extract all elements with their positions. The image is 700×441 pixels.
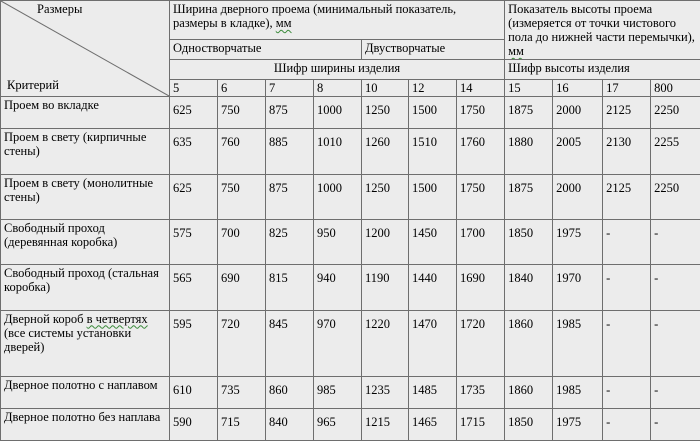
height-code-label: Шифр высоты изделия [508, 61, 630, 75]
value-cell: 625 [170, 97, 218, 129]
value-cell: 735 [218, 376, 266, 408]
value-cell: 575 [170, 219, 218, 264]
value-cell: 1250 [362, 174, 409, 219]
value-cell: 885 [266, 129, 314, 174]
value-cell: 965 [314, 408, 362, 440]
value-cell: 1200 [362, 219, 409, 264]
value-cell: - [603, 376, 651, 408]
code-cell: 17 [603, 80, 651, 97]
value-cell: 1850 [505, 408, 553, 440]
value-cell: 635 [170, 129, 218, 174]
value-cell: 1875 [505, 97, 553, 129]
criterion-text-part: (все системы установки дверей) [4, 325, 132, 354]
value-cell: 595 [170, 310, 218, 376]
value-cell: 750 [218, 97, 266, 129]
header-row-titles [1, 1, 700, 40]
value-cell: 1860 [505, 310, 553, 376]
value-cell: 1750 [457, 174, 505, 219]
value-cell: 1190 [362, 265, 409, 310]
table-row [1, 129, 700, 174]
double-leaf-label: Двустворчатые [365, 41, 446, 55]
single-leaf-cell [170, 40, 362, 60]
value-cell: 845 [266, 310, 314, 376]
code-cell: 6 [218, 80, 266, 97]
value-cell: 875 [266, 97, 314, 129]
value-cell: - [651, 408, 700, 440]
table-row [1, 310, 700, 376]
table-row [1, 97, 700, 129]
table-row [1, 219, 700, 264]
value-cell: 1470 [409, 310, 457, 376]
single-leaf-label: Одностворчатые [173, 41, 262, 55]
value-cell: 2000 [553, 97, 603, 129]
value-cell: 2250 [651, 174, 700, 219]
criterion-label: Критерий [7, 78, 59, 92]
value-cell: 1450 [409, 219, 457, 264]
value-cell: 625 [170, 174, 218, 219]
value-cell: 1760 [457, 129, 505, 174]
value-cell: 840 [266, 408, 314, 440]
value-cell: 565 [170, 265, 218, 310]
value-cell: 1235 [362, 376, 409, 408]
value-cell: 1875 [505, 174, 553, 219]
criterion-cell: Дверное полотно без наплава [1, 408, 170, 440]
width-code-cell [170, 60, 505, 80]
value-cell: 1985 [553, 376, 603, 408]
criterion-text-part: Дверной короб [4, 311, 87, 326]
value-cell: 610 [170, 376, 218, 408]
width-title: Ширина дверного проема (минимальный показатель, размеры в кладке), [173, 2, 457, 30]
value-cell: - [651, 310, 700, 376]
value-cell: - [651, 219, 700, 264]
width-code-label: Шифр ширины изделия [273, 61, 401, 75]
table-row [1, 408, 700, 440]
value-cell: 875 [266, 174, 314, 219]
value-cell: 760 [218, 129, 266, 174]
code-cell: 10 [362, 80, 409, 97]
value-cell: 815 [266, 265, 314, 310]
value-cell: 750 [218, 174, 266, 219]
value-cell: 1975 [553, 219, 603, 264]
code-cell: 14 [457, 80, 505, 97]
value-cell: 985 [314, 376, 362, 408]
value-cell: 860 [266, 376, 314, 408]
value-cell: 1735 [457, 376, 505, 408]
criterion-cell: Свободный проход (деревянная коробка) [1, 219, 170, 264]
value-cell: 715 [218, 408, 266, 440]
value-cell: 1750 [457, 97, 505, 129]
value-cell: 1985 [553, 310, 603, 376]
height-code-cell [505, 60, 700, 80]
value-cell: 970 [314, 310, 362, 376]
value-cell: 2255 [651, 129, 700, 174]
value-cell: - [651, 265, 700, 310]
double-leaf-cell [362, 40, 505, 60]
corner-header-cell [1, 1, 170, 97]
criterion-cell [1, 310, 170, 376]
value-cell: 950 [314, 219, 362, 264]
value-cell: - [603, 408, 651, 440]
value-cell: 1715 [457, 408, 505, 440]
criterion-cell: Дверное полотно с наплавом [1, 376, 170, 408]
value-cell: 1215 [362, 408, 409, 440]
value-cell: 2005 [553, 129, 603, 174]
code-cell: 8 [314, 80, 362, 97]
table-row [1, 174, 700, 219]
height-title: Показатель высоты проема (измеряется от точки чистового пола до нижней части перемычки), [508, 2, 695, 44]
criterion-cell: Свободный проход (стальная коробка) [1, 265, 170, 310]
sizes-label: Размеры [37, 2, 83, 16]
criterion-text-underlined: в четвертях [86, 311, 148, 326]
value-cell: 2125 [603, 174, 651, 219]
value-cell: 1880 [505, 129, 553, 174]
value-cell: 1720 [457, 310, 505, 376]
value-cell: 1465 [409, 408, 457, 440]
value-cell: 1700 [457, 219, 505, 264]
value-cell: 1850 [505, 219, 553, 264]
value-cell: 1500 [409, 97, 457, 129]
value-cell: - [603, 310, 651, 376]
value-cell: 1690 [457, 265, 505, 310]
value-cell: 1500 [409, 174, 457, 219]
value-cell: 1970 [553, 265, 603, 310]
value-cell: 1260 [362, 129, 409, 174]
value-cell: 700 [218, 219, 266, 264]
value-cell: 1220 [362, 310, 409, 376]
value-cell: 2000 [553, 174, 603, 219]
code-cell: 16 [553, 80, 603, 97]
height-title-unit: мм [508, 44, 524, 58]
value-cell: 2125 [603, 97, 651, 129]
width-title-cell [170, 1, 505, 40]
value-cell: 1975 [553, 408, 603, 440]
value-cell: 590 [170, 408, 218, 440]
code-cell: 15 [505, 80, 553, 97]
criterion-cell: Проем в свету (кирпичные стены) [1, 129, 170, 174]
table-row [1, 376, 700, 408]
code-cell: 12 [409, 80, 457, 97]
value-cell: 720 [218, 310, 266, 376]
value-cell: 1510 [409, 129, 457, 174]
value-cell: 1440 [409, 265, 457, 310]
value-cell: 1010 [314, 129, 362, 174]
value-cell: - [603, 265, 651, 310]
width-title-unit: мм [275, 16, 292, 30]
table-row [1, 265, 700, 310]
value-cell: - [651, 376, 700, 408]
value-cell: - [603, 219, 651, 264]
value-cell: 1250 [362, 97, 409, 129]
value-cell: 1000 [314, 97, 362, 129]
code-cell: 800 [651, 80, 700, 97]
height-title-cell [505, 1, 700, 60]
value-cell: 1860 [505, 376, 553, 408]
value-cell: 825 [266, 219, 314, 264]
value-cell: 1000 [314, 174, 362, 219]
criterion-cell: Проем во вкладке [1, 97, 170, 129]
value-cell: 2130 [603, 129, 651, 174]
code-cell: 7 [266, 80, 314, 97]
value-cell: 1485 [409, 376, 457, 408]
value-cell: 1840 [505, 265, 553, 310]
value-cell: 940 [314, 265, 362, 310]
value-cell: 2250 [651, 97, 700, 129]
code-cell: 5 [170, 80, 218, 97]
value-cell: 690 [218, 265, 266, 310]
criterion-cell: Проем в свету (монолитные стены) [1, 174, 170, 219]
